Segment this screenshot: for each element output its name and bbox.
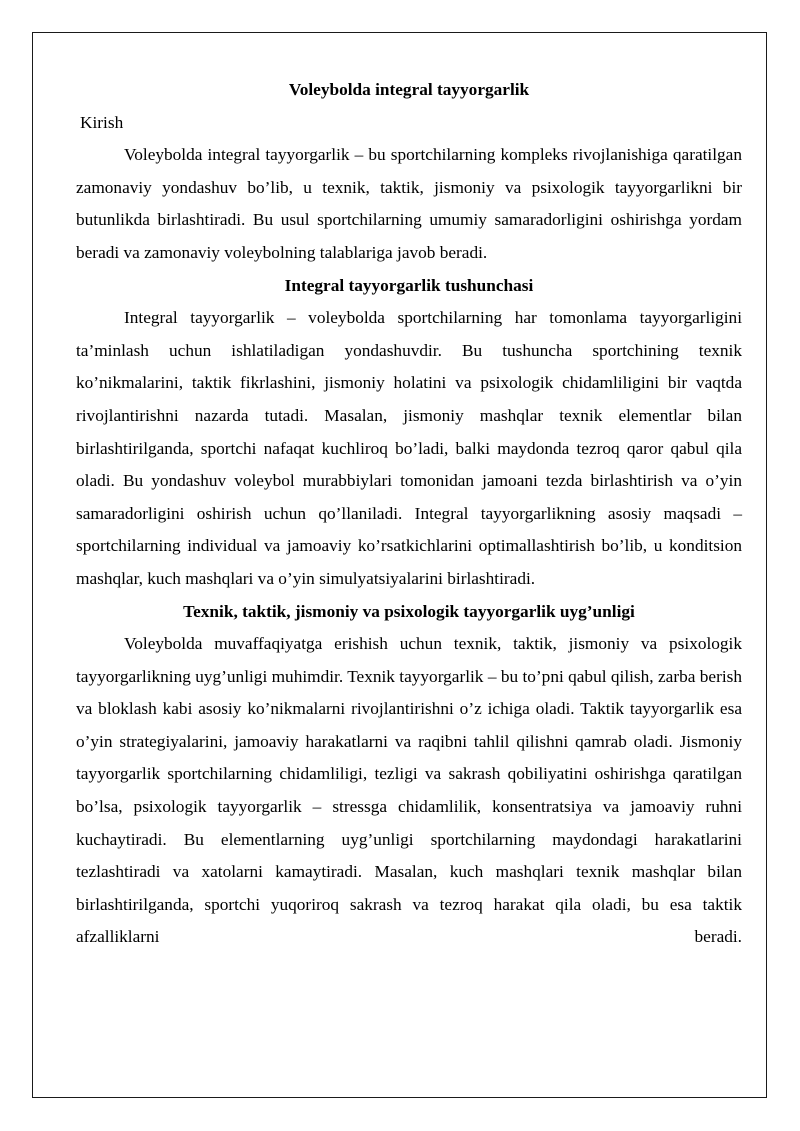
document-body — [76, 74, 742, 954]
document-title: Voleybolda integral tayyorgarlik — [288, 80, 530, 99]
section-paragraph-harmony: Voleybolda muvaffaqiyatga erishish uchun texnik, taktik, jismoniy va psixologik tayyorgarlikning uyg’unligi muhimdir. Texnik tayyorgarlik – bu to’pni qabul qilish, zarba berish va bloklash kabi asosiy ko’nikmalarni rivojlantirishni o’z ichiga oladi. Taktik tayyorgarlik esa o’yin strategiyalarini, jamoaviy harakatlarni va raqibni tahlil qilishni qamrab oladi. Jismoniy tayyorgarlik sportchilarning chidamliligi, tezligi va sakrash qobiliyatini oshirishga qaratilgan bo’lsa, psixologik tayyorgarlik – stressga chidamlilik, konsentratsiya va jamoaviy ruhni kuchaytiradi. Bu elementlarning uyg’unligi sportchilarning maydondagi harakatlarini tezlashtiradi va xatolarni kamaytiradi. Masalan, kuch mashqlari texnik mashqlar bilan birlashtirilganda, sportchi yuqoriroq sakrash va tezroq harakat qila oladi, bu esa taktik afzalliklarni beradi. — [76, 634, 742, 947]
intro-label: Kirish — [80, 112, 124, 132]
section-heading-concept: Integral tayyorgarlik tushunchasi — [284, 275, 534, 295]
section-paragraph-concept: Integral tayyorgarlik – voleybolda sportchilarning har tomonlama tayyorgarligini ta’minlash uchun ishlatiladigan yondashuvdir. Bu tushuncha sportchining texnik ko’nikmalarini, taktik fikrlashini, jismoniy holatini va psixologik chidamliligini bir vaqtda rivojlantirishni nazarda tutadi. Masalan, jismoniy mashqlar texnik elementlar bilan birlashtirilganda, sportchi nafaqat kuchliroq bo’ladi, balki maydonda tezroq qaror qabul qila oladi. Bu yondashuv voleybol murabbiylari tomonidan jamoani tezda birlashtirish va o’yin samaradorligini oshirish uchun qo’llaniladi. Integral tayyorgarlikning asosiy maqsadi – sportchilarning individual va jamoaviy ko’rsatkichlarini optimallashtirish bo’lib, u konditsion mashqlar, kuch mashqlari va o’yin simulyatsiyalarini birlashtiradi. — [76, 308, 742, 588]
section-heading-harmony: Texnik, taktik, jismoniy va psixologik tayyorgarlik uyg’unligi — [183, 601, 635, 621]
intro-paragraph: Voleybolda integral tayyorgarlik – bu sportchilarning kompleks rivojlanishiga qaratilgan zamonaviy yondashuv bo’lib, u texnik, taktik, jismoniy va psixologik tayyorgarlikni bir butunlikda birlashtiradi. Bu usul sportchilarning umumiy samaradorligini oshirishga yordam beradi va zamonaviy voleybolning talablariga javob beradi. — [76, 145, 742, 262]
